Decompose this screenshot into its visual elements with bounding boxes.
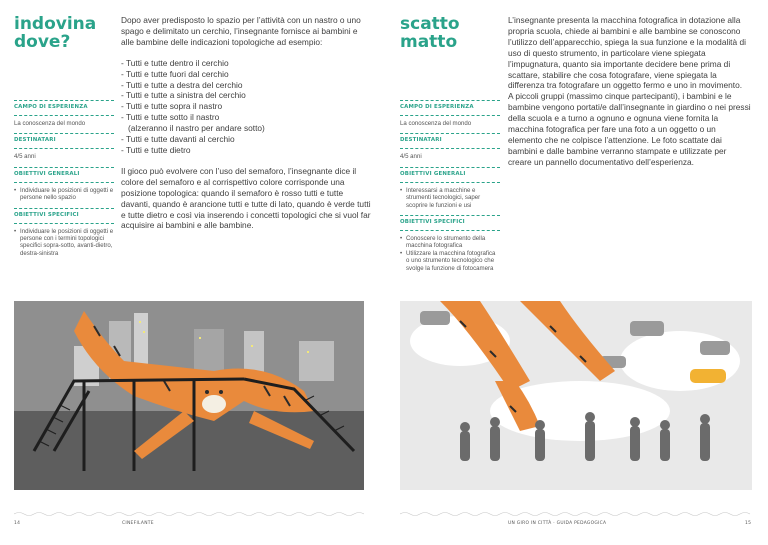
- title-line: scatto: [400, 14, 460, 34]
- list-item: - Tutti e tutte a sinistra del cerchio: [121, 90, 246, 101]
- list-item: • Interessarsi a macchine e strumenti tecnologici, saper scoprire le funzioni e usi: [400, 187, 500, 209]
- body-paragraph: L’insegnante presenta la macchina fotografica in dotazione alla propria scuola, chiede ai bambini e alle bambine se conoscono l’utilizzo dell’apparecchio, spiega la sua funzione e la modalità di uso di questo strumento, in particolare viene spiegata l’impugnatura, quanto sia importante decidere bene prima di scattare, stabilire che cosa fotografare, viene spiegata la differenza tra fotografare un oggetto fermo e uno in movimento.: [508, 15, 746, 91]
- activity-title: [14, 15, 96, 51]
- section-list: [400, 182, 500, 215]
- list-item: • Utilizzare la macchina fotografica o uno strumento tecnologico che svolge la funzione di fotocamera: [400, 250, 500, 272]
- footer-label: UN GIRO IN CITTÀ · GUIDA PEDAGOGICA: [508, 521, 607, 526]
- info-sidebar: [400, 100, 500, 278]
- list-item: • Conoscere lo strumento della macchina fotografica: [400, 235, 500, 250]
- section-heading: DESTINATARI: [400, 133, 500, 148]
- page-number: 14: [14, 521, 21, 526]
- activity-title: [400, 15, 460, 51]
- section-heading: CAMPO DI ESPERIENZA: [14, 100, 114, 115]
- section-heading: OBIETTIVI GENERALI: [400, 167, 500, 182]
- intro-paragraph: Dopo aver predisposto lo spazio per l’attività con un nastro o uno spago e delimitato un cerchio, l’insegnante fornisce ai bambini e alle bambine delle indicazioni topologiche ad esempio:: [121, 15, 361, 47]
- list-item: - Tutti e tutte davanti al cerchio: [121, 134, 235, 145]
- body-paragraph: A piccoli gruppi (massimo cinque partecipanti), i bambini e le bambine vengono portati/e dall’insegnante in giardino o nei pressi della scuola e a turno a ognuno e ognuna viene fornita la macchina fotografica per fare una foto a un oggetto o un elemento che ne colpisce l’attenzione. Le foto scattate dai bambini e dalle bambine verranno stampate e utilizzate per creare un pannello documentativo dell’esperienza.: [508, 91, 751, 167]
- title-line: dove?: [14, 32, 71, 52]
- list-item: - Tutti e tutte fuori dal cerchio: [121, 68, 229, 79]
- footer-wave-divider: [400, 511, 752, 517]
- list-item: - Tutti e tutte a destra del cerchio: [121, 79, 243, 90]
- topology-list: [121, 58, 371, 156]
- list-item: - Tutti e tutte sopra il nastro: [121, 101, 223, 112]
- footer-wave-divider: [14, 511, 364, 517]
- section-heading: OBIETTIVI SPECIFICI: [400, 215, 500, 230]
- section-text: 4/5 anni: [14, 148, 114, 166]
- title-line: indovina: [14, 14, 97, 34]
- section-text: 4/5 anni: [400, 148, 500, 166]
- right-page: [384, 0, 768, 545]
- section-text: La conoscenza del mondo: [400, 115, 500, 133]
- list-item: - Tutti e tutte dentro il cerchio: [121, 57, 229, 68]
- title-line: matto: [400, 32, 458, 52]
- footer-label: CINEFILANTE: [122, 521, 154, 526]
- photographers-scene-image: [400, 301, 752, 490]
- camera-illustration: [400, 301, 752, 490]
- section-heading: DESTINATARI: [14, 133, 114, 148]
- section-list: [14, 223, 114, 264]
- list-item: - Tutti e tutte dietro: [121, 144, 191, 155]
- activity-body: [508, 15, 752, 168]
- list-item: - Tutti e tutte sotto il nastro: [121, 112, 220, 123]
- list-item: • Individuare le posizioni di oggetti e persone nello spazio: [14, 187, 114, 202]
- page-number: 15: [745, 521, 752, 526]
- activity-body: [121, 15, 371, 231]
- section-list: [14, 182, 114, 208]
- section-heading: OBIETTIVI SPECIFICI: [14, 208, 114, 223]
- section-list: [400, 230, 500, 278]
- section-heading: OBIETTIVI GENERALI: [14, 167, 114, 182]
- tiger-illustration: [14, 301, 364, 490]
- outro-paragraph: Il gioco può evolvere con l’uso del semaforo, l’insegnante dice il colore del semaforo e al corrispettivo colore corrisponde una posizione topologica: quando il semaforo è rosso tutti e tutte davanti, quando è arancione tutti e tutte di lato, quando è verde tutti e tutte dietro e così via inserendo i concetti topologici che si vuol far acquisire ai bambini e alle bambine.: [121, 165, 371, 231]
- list-item: • Individuare le posizioni di oggetti e persone con i termini topologici specifici sopra-sotto, avanti-dietro, destra-sinistra: [14, 228, 114, 258]
- section-text: La conoscenza del mondo: [14, 115, 114, 133]
- tiger-scene-image: [14, 301, 364, 490]
- section-heading: CAMPO DI ESPERIENZA: [400, 100, 500, 115]
- list-item: (alzeranno il nastro per andare sotto): [128, 123, 265, 134]
- info-sidebar: [14, 100, 114, 263]
